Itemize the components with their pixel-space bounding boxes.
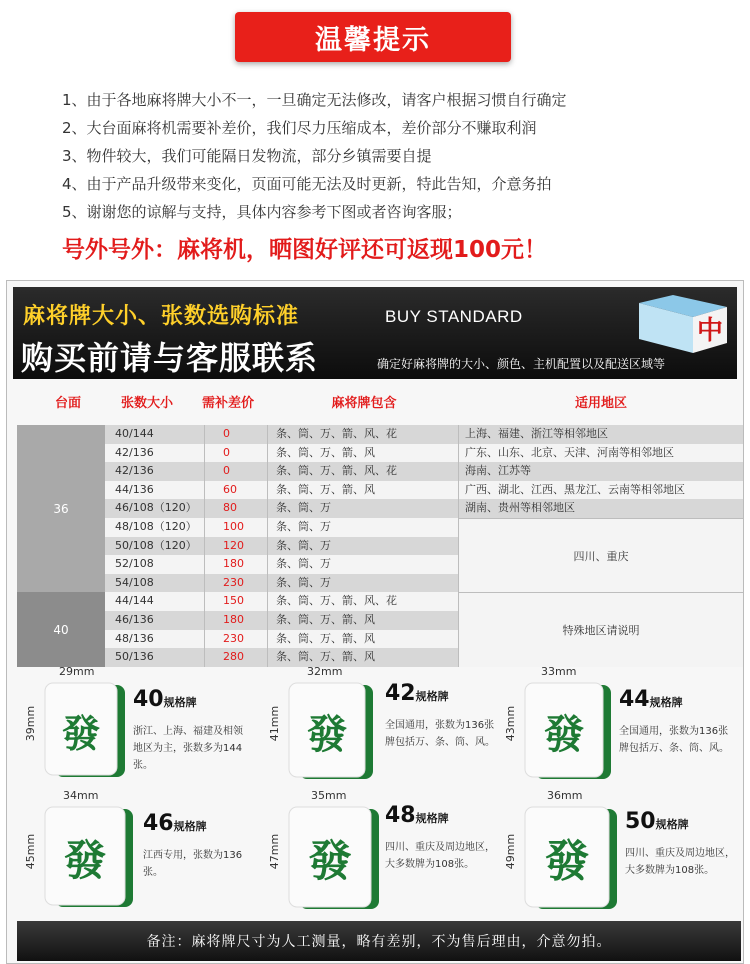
cell-size: 44/136 bbox=[105, 481, 205, 500]
cell-diff: 180 bbox=[205, 611, 268, 630]
cell-size: 52/108 bbox=[105, 555, 205, 574]
col-header-region: 适用地区 bbox=[574, 396, 627, 411]
tile-desc-line: 四川、重庆及周边地区， bbox=[625, 848, 735, 859]
cell-diff: 0 bbox=[205, 462, 268, 481]
tile-spec-desc bbox=[625, 845, 735, 879]
tile-spec-desc bbox=[385, 839, 495, 873]
cell-diff: 100 bbox=[205, 518, 268, 537]
notice-item: 4、由于产品升级带来变化，页面可能无法及时更新，特此告知，介意务拍 bbox=[62, 175, 552, 193]
tile-spec-title bbox=[619, 687, 683, 712]
cell-size: 46/108（120） bbox=[105, 499, 205, 518]
fa-glyph: 發 bbox=[544, 711, 584, 758]
standard-subtext: 确定好麻将牌的大小、颜色、主机配置以及配送区域等 bbox=[377, 357, 666, 371]
tile-spec-title bbox=[143, 811, 207, 836]
cell-diff: 0 bbox=[205, 444, 268, 463]
cell-size: 48/108（120） bbox=[105, 518, 205, 537]
tile-spec-desc bbox=[133, 723, 259, 774]
mahjong-fa-tile-icon bbox=[523, 805, 619, 911]
col-header-price-diff: 需补差价 bbox=[201, 396, 254, 411]
tile-spec-title bbox=[385, 681, 449, 706]
notice-item: 5、谢谢您的谅解与支持，具体内容参考下图或者咨询客服； bbox=[62, 203, 462, 221]
cell-contents: 条、筒、万、箭、风 bbox=[268, 481, 459, 500]
col-header-tile-contents: 麻将牌包含 bbox=[331, 396, 397, 411]
cell-contents: 条、筒、万、箭、风、花 bbox=[268, 592, 459, 611]
tile-spec-number: 50 bbox=[625, 809, 656, 834]
tile-spec-number: 44 bbox=[619, 687, 650, 712]
tile-height-label: 49mm bbox=[504, 833, 518, 870]
fa-glyph: 發 bbox=[308, 837, 352, 887]
tile-height-label: 43mm bbox=[504, 705, 518, 742]
col-header-tile-count: 张数大小 bbox=[120, 396, 173, 411]
tile-spec-desc bbox=[143, 847, 259, 881]
mahjong-zhong-tile-icon bbox=[633, 293, 731, 355]
table-group-label: 40 bbox=[17, 592, 105, 667]
tile-desc-line: 地区为主，张数多为144张。 bbox=[133, 743, 243, 771]
tile-desc-line: 江西专用，张数为136张。 bbox=[143, 850, 243, 878]
tile-spec-card bbox=[503, 789, 739, 913]
cell-size: 54/108 bbox=[105, 574, 205, 593]
cell-size: 44/144 bbox=[105, 592, 205, 611]
tile-spec-card bbox=[503, 665, 739, 783]
cell-diff: 120 bbox=[205, 537, 268, 556]
cell-contents: 条、筒、万、箭、风、花 bbox=[268, 462, 459, 481]
cell-size: 50/136 bbox=[105, 648, 205, 667]
cell-diff: 230 bbox=[205, 574, 268, 593]
tile-spec-suffix: 规格牌 bbox=[655, 818, 689, 831]
cell-contents: 条、筒、万、箭、风、花 bbox=[268, 425, 459, 444]
mahjong-fa-tile-icon bbox=[287, 681, 375, 781]
cell-diff: 60 bbox=[205, 481, 268, 500]
cell-region: 广东、山东、北京、天津、河南等相邻地区 bbox=[465, 445, 674, 459]
cell-size: 48/136 bbox=[105, 630, 205, 649]
tile-width-label: 33mm bbox=[541, 665, 577, 678]
cell-diff: 0 bbox=[205, 425, 268, 444]
cell-region: 上海、福建、浙江等相邻地区 bbox=[465, 427, 608, 440]
table-row bbox=[105, 462, 743, 481]
tile-width-label: 36mm bbox=[547, 789, 583, 802]
table-group-label: 36 bbox=[17, 425, 105, 592]
cell-contents: 条、筒、万、箭、风 bbox=[268, 611, 459, 630]
tile-height-label: 41mm bbox=[268, 705, 282, 742]
tile-spec-title bbox=[133, 687, 197, 712]
cell-contents: 条、筒、万 bbox=[268, 537, 459, 556]
tile-spec-title bbox=[625, 809, 689, 834]
tile-width-label: 32mm bbox=[307, 665, 343, 678]
cell-contents: 条、筒、万 bbox=[268, 499, 459, 518]
tile-spec-card bbox=[23, 665, 259, 783]
cell-size: 42/136 bbox=[105, 444, 205, 463]
tile-height-label: 39mm bbox=[24, 705, 38, 742]
notice-item: 2、大台面麻将机需要补差价，我们尽力压缩成本，差价部分不赚取利润 bbox=[62, 119, 537, 137]
fa-glyph: 發 bbox=[63, 836, 107, 885]
notice-list bbox=[62, 86, 722, 226]
standard-subheading: 购买前请与客服联系 bbox=[21, 339, 319, 377]
cell-region-merged: 特殊地区请说明 bbox=[459, 592, 743, 667]
cell-diff: 80 bbox=[205, 499, 268, 518]
tile-desc-line: 大多数牌为108张。 bbox=[625, 865, 715, 876]
mahjong-fa-tile-icon bbox=[287, 805, 381, 911]
footer-note: 备注：麻将牌尺寸为人工测量，略有差别，不为售后理由，介意勿拍。 bbox=[146, 934, 612, 950]
tile-spec-desc bbox=[385, 717, 495, 751]
tile-desc-line: 全国通用，张数为136张 bbox=[385, 720, 495, 731]
footer-note-bar bbox=[17, 921, 741, 961]
cell-size: 50/108（120） bbox=[105, 537, 205, 556]
tile-spec-number: 48 bbox=[385, 803, 416, 828]
notice-item: 1、由于各地麻将牌大小不一，一旦确定无法修改，请客户根据习惯自行确定 bbox=[62, 91, 567, 109]
tile-spec-number: 40 bbox=[133, 687, 164, 712]
tile-spec-suffix: 规格牌 bbox=[415, 812, 449, 825]
tile-width-label: 29mm bbox=[59, 665, 95, 678]
tile-desc-line: 牌包括万、条、筒、风。 bbox=[619, 743, 729, 754]
notice-item: 3、物件较大，我们可能隔日发物流，部分乡镇需要自提 bbox=[62, 147, 432, 165]
table-row bbox=[105, 499, 743, 518]
tile-desc-line: 牌包括万、条、筒、风。 bbox=[385, 737, 495, 748]
tile-spec-suffix: 规格牌 bbox=[649, 696, 683, 709]
tile-height-label: 47mm bbox=[268, 833, 282, 870]
cell-size: 46/136 bbox=[105, 611, 205, 630]
spec-table bbox=[17, 425, 743, 667]
standard-header bbox=[13, 287, 737, 379]
cell-diff: 230 bbox=[205, 630, 268, 649]
cell-contents: 条、筒、万、箭、风 bbox=[268, 648, 459, 667]
standard-heading: 麻将牌大小、张数选购标准 bbox=[23, 304, 300, 329]
cell-contents: 条、筒、万、箭、风 bbox=[268, 630, 459, 649]
col-header-table-size: 台面 bbox=[54, 396, 81, 411]
page-title: 温馨提示 bbox=[315, 24, 431, 56]
tile-spec-card bbox=[267, 789, 503, 913]
cell-contents: 条、筒、万 bbox=[268, 555, 459, 574]
mahjong-fa-tile-icon bbox=[43, 805, 135, 909]
cell-contents: 条、筒、万、箭、风 bbox=[268, 444, 459, 463]
cell-contents: 条、筒、万 bbox=[268, 574, 459, 593]
tile-width-label: 34mm bbox=[63, 789, 99, 802]
table-row bbox=[105, 425, 743, 444]
tile-spec-number: 46 bbox=[143, 811, 174, 836]
tile-spec-suffix: 规格牌 bbox=[163, 696, 197, 709]
tile-desc-line: 浙江、上海、福建及相领 bbox=[133, 726, 243, 737]
tile-spec-card bbox=[267, 665, 503, 783]
tile-desc-line: 大多数牌为108张。 bbox=[385, 859, 475, 870]
tile-spec-desc bbox=[619, 723, 729, 757]
cell-region: 海南、江苏等 bbox=[465, 464, 531, 478]
title-banner bbox=[235, 12, 511, 62]
table-row bbox=[105, 444, 743, 463]
standard-panel bbox=[6, 280, 744, 964]
mahjong-fa-tile-icon bbox=[43, 681, 127, 779]
cell-region: 湖南、贵州等相邻地区 bbox=[465, 501, 575, 515]
fa-glyph: 發 bbox=[61, 711, 101, 756]
tile-desc-line: 四川、重庆及周边地区， bbox=[385, 842, 495, 853]
table-row bbox=[105, 481, 743, 500]
tile-spec-suffix: 规格牌 bbox=[173, 820, 207, 833]
cell-region-merged: 四川、重庆 bbox=[459, 518, 743, 592]
mahjong-fa-tile-icon bbox=[523, 681, 613, 781]
cell-diff: 280 bbox=[205, 648, 268, 667]
cell-contents: 条、筒、万 bbox=[268, 518, 459, 537]
tile-spec-card bbox=[23, 789, 259, 913]
cell-size: 42/136 bbox=[105, 462, 205, 481]
standard-heading-en: BUY STANDARD bbox=[385, 307, 523, 326]
tile-spec-title bbox=[385, 803, 449, 828]
tile-width-label: 35mm bbox=[311, 789, 347, 802]
zhong-glyph: 中 bbox=[696, 316, 724, 346]
cell-diff: 150 bbox=[205, 592, 268, 611]
tile-height-label: 45mm bbox=[24, 833, 38, 870]
promo-text: 号外号外：麻将机，晒图好评还可返现100元！ bbox=[62, 237, 548, 263]
fa-glyph: 發 bbox=[307, 711, 347, 758]
tile-desc-line: 全国通用，张数为136张 bbox=[619, 726, 729, 737]
fa-glyph: 發 bbox=[545, 836, 589, 887]
cell-size: 40/144 bbox=[105, 425, 205, 444]
cell-region: 广西、湖北、江西、黑龙江、云南等相邻地区 bbox=[465, 482, 685, 496]
tile-spec-suffix: 规格牌 bbox=[415, 690, 449, 703]
tile-spec-number: 42 bbox=[385, 681, 416, 706]
cell-diff: 180 bbox=[205, 555, 268, 574]
